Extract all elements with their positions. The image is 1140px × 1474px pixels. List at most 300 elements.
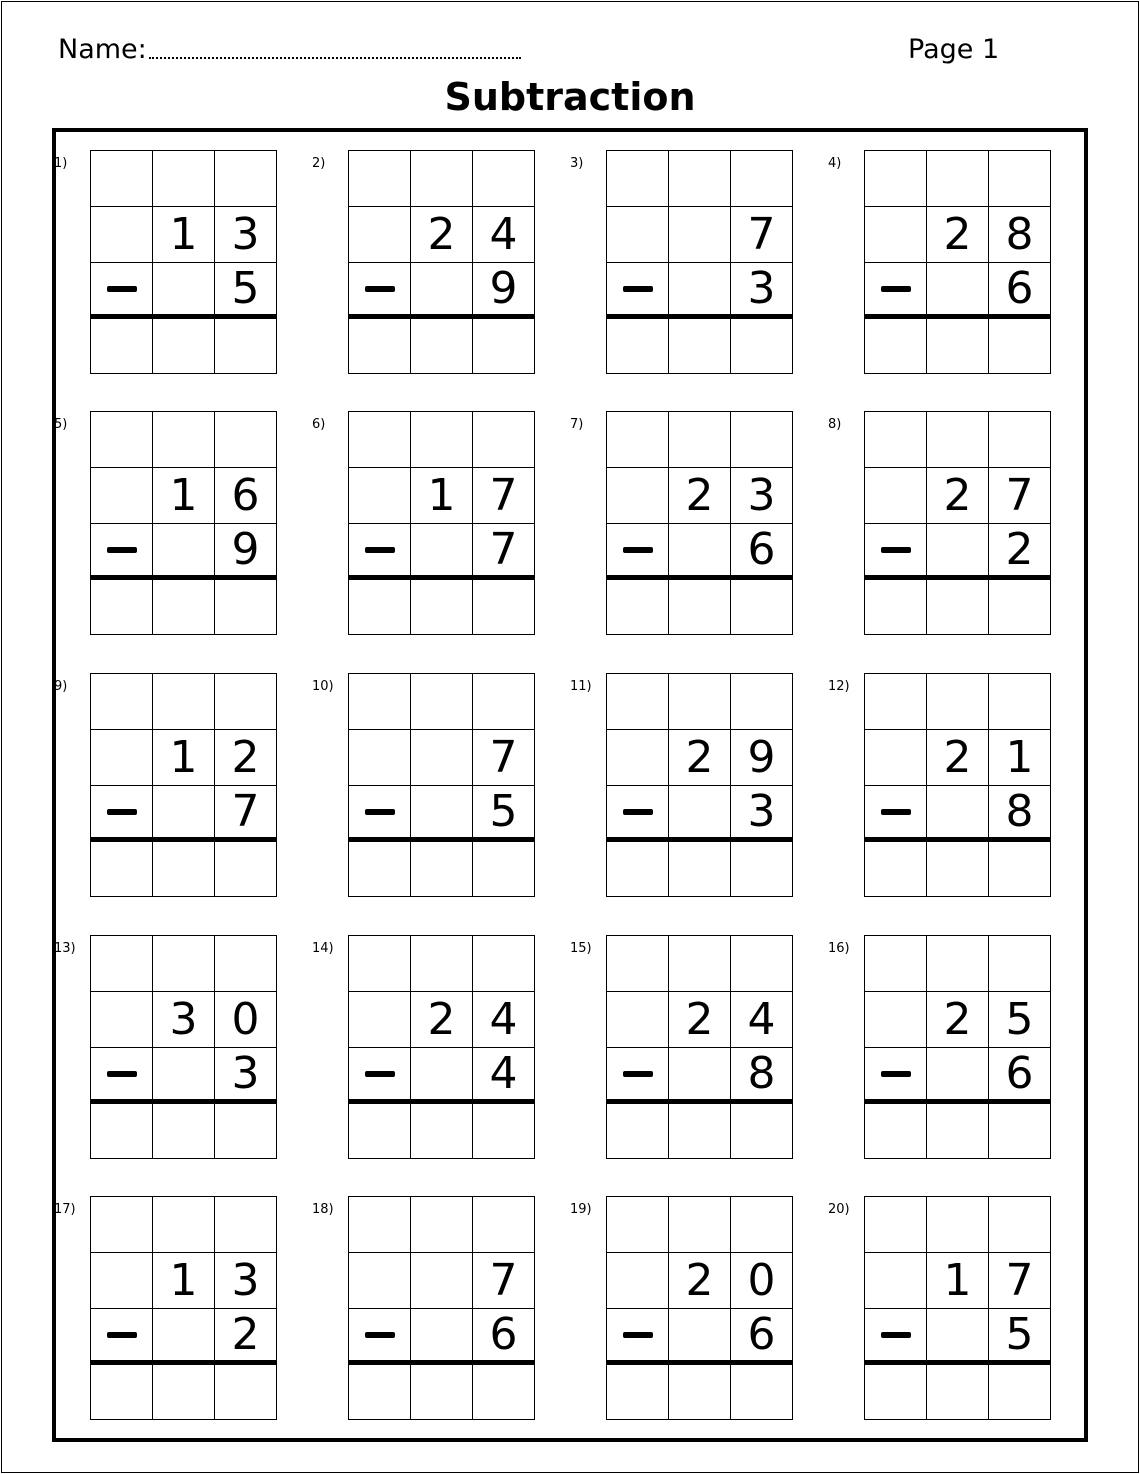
problem-number: 8) [828,417,842,432]
digit-grid [90,673,277,897]
answer-box[interactable] [411,1365,473,1420]
problem-number: 15) [570,941,592,956]
minuend-digit: 3 [215,207,277,263]
subtrahend-digit: 8 [989,786,1051,842]
minus-sign-cell [607,786,669,842]
answer-box[interactable] [607,1365,669,1420]
problem-number: 17) [54,1202,76,1217]
regroup-box[interactable] [865,412,927,468]
answer-box[interactable] [731,842,793,897]
regroup-box[interactable] [411,412,473,468]
regroup-box[interactable] [91,151,153,207]
digit-grid [606,935,793,1159]
digit-grid [348,673,535,897]
subtrahend-digit: 3 [731,786,793,842]
minus-sign-cell [607,524,669,580]
regroup-box[interactable] [989,1197,1051,1253]
minuend-digit: 2 [927,992,989,1048]
answer-box[interactable] [927,580,989,635]
problem-number: 18) [312,1202,334,1217]
regroup-box[interactable] [153,151,215,207]
answer-box[interactable] [865,1365,927,1420]
answer-box[interactable] [349,1365,411,1420]
regroup-box[interactable] [927,151,989,207]
answer-box[interactable] [607,580,669,635]
answer-box[interactable] [411,1104,473,1159]
minus-icon [881,286,911,292]
answer-box[interactable] [473,1104,535,1159]
regroup-box[interactable] [669,936,731,992]
problem-number: 4) [828,156,842,171]
regroup-box[interactable] [473,151,535,207]
subtrahend-digit [927,786,989,842]
minuend-digit [349,992,411,1048]
answer-box[interactable] [731,580,793,635]
subtrahend-digit [153,1309,215,1365]
answer-box[interactable] [91,1104,153,1159]
regroup-box[interactable] [927,412,989,468]
regroup-box[interactable] [731,936,793,992]
page-number: Page 1 [908,34,1000,65]
problem-1 [54,150,284,380]
subtrahend-digit: 4 [473,1048,535,1104]
minuend-digit: 2 [927,207,989,263]
answer-box[interactable] [153,842,215,897]
minuend-digit [91,992,153,1048]
regroup-box[interactable] [731,151,793,207]
digit-grid [90,1196,277,1420]
minuend-digit [91,1253,153,1309]
answer-box[interactable] [607,842,669,897]
minuend-digit: 1 [153,468,215,524]
name-field[interactable] [58,32,521,68]
regroup-box[interactable] [215,1197,277,1253]
minuend-digit [349,207,411,263]
subtrahend-digit [153,1048,215,1104]
subtrahend-digit [153,524,215,580]
minus-sign-cell [91,524,153,580]
answer-box[interactable] [865,580,927,635]
regroup-box[interactable] [669,1197,731,1253]
answer-box[interactable] [349,1104,411,1159]
regroup-box[interactable] [731,1197,793,1253]
minuend-digit: 7 [731,207,793,263]
regroup-box[interactable] [153,412,215,468]
digit-grid [90,935,277,1159]
minuend-digit: 2 [215,730,277,786]
minuend-digit [349,730,411,786]
answer-box[interactable] [153,580,215,635]
regroup-box[interactable] [215,412,277,468]
answer-box[interactable] [865,1104,927,1159]
answer-box[interactable] [411,319,473,374]
regroup-box[interactable] [669,674,731,730]
subtrahend-digit: 9 [215,524,277,580]
regroup-box[interactable] [607,1197,669,1253]
subtrahend-digit: 7 [215,786,277,842]
minuend-digit: 6 [215,468,277,524]
problem-17 [54,1196,284,1426]
subtrahend-digit [411,786,473,842]
minuend-digit: 7 [473,730,535,786]
problem-3 [570,150,800,380]
subtrahend-digit [411,1309,473,1365]
problem-number: 3) [570,156,584,171]
answer-box[interactable] [607,1104,669,1159]
subtrahend-digit [669,786,731,842]
minus-icon [365,809,395,815]
answer-box[interactable] [215,580,277,635]
minus-sign-cell [91,1048,153,1104]
minuend-digit: 2 [669,1253,731,1309]
problem-number: 2) [312,156,326,171]
answer-box[interactable] [989,842,1051,897]
answer-box[interactable] [473,842,535,897]
regroup-box[interactable] [607,674,669,730]
minuend-digit: 7 [989,1253,1051,1309]
minuend-digit [91,730,153,786]
problem-7 [570,411,800,641]
answer-box[interactable] [91,842,153,897]
minuend-digit [607,992,669,1048]
regroup-box[interactable] [927,674,989,730]
digit-grid [90,150,277,374]
answer-box[interactable] [349,580,411,635]
regroup-box[interactable] [989,674,1051,730]
minus-sign-cell [865,263,927,319]
regroup-box[interactable] [473,412,535,468]
problem-number: 1) [54,156,68,171]
regroup-box[interactable] [91,674,153,730]
minuend-digit: 1 [927,1253,989,1309]
answer-box[interactable] [669,319,731,374]
regroup-box[interactable] [607,412,669,468]
answer-box[interactable] [91,1365,153,1420]
regroup-box[interactable] [411,936,473,992]
problem-20 [828,1196,1058,1426]
problem-6 [312,411,542,641]
answer-box[interactable] [865,319,927,374]
answer-box[interactable] [349,842,411,897]
regroup-box[interactable] [865,936,927,992]
minuend-digit [607,1253,669,1309]
minuend-digit: 3 [215,1253,277,1309]
subtrahend-digit: 3 [731,263,793,319]
minuend-digit: 9 [731,730,793,786]
minus-sign-cell [91,1309,153,1365]
problem-12 [828,673,1058,903]
digit-grid [864,673,1051,897]
minuend-digit: 2 [411,992,473,1048]
subtrahend-digit [411,263,473,319]
minuend-digit: 8 [989,207,1051,263]
answer-box[interactable] [349,319,411,374]
subtrahend-digit [411,524,473,580]
minus-icon [881,1332,911,1338]
subtrahend-digit: 6 [989,263,1051,319]
minuend-digit: 4 [731,992,793,1048]
answer-box[interactable] [153,319,215,374]
subtrahend-digit [669,524,731,580]
minuend-digit [865,1253,927,1309]
regroup-box[interactable] [865,674,927,730]
regroup-box[interactable] [91,1197,153,1253]
answer-box[interactable] [411,842,473,897]
answer-box[interactable] [669,842,731,897]
answer-box[interactable] [731,1104,793,1159]
minuend-digit [607,207,669,263]
answer-box[interactable] [91,580,153,635]
answer-box[interactable] [215,842,277,897]
regroup-box[interactable] [215,936,277,992]
answer-box[interactable] [927,319,989,374]
problem-number: 16) [828,941,850,956]
minuend-digit [865,468,927,524]
problem-11 [570,673,800,903]
name-label: Name: [58,34,147,65]
subtrahend-digit [927,263,989,319]
answer-box[interactable] [927,1104,989,1159]
minuend-digit [91,207,153,263]
answer-box[interactable] [215,1104,277,1159]
minuend-digit [865,730,927,786]
regroup-box[interactable] [989,412,1051,468]
regroup-box[interactable] [989,151,1051,207]
regroup-box[interactable] [349,412,411,468]
problem-19 [570,1196,800,1426]
minuend-digit: 5 [989,992,1051,1048]
minus-sign-cell [91,263,153,319]
subtrahend-digit: 9 [473,263,535,319]
minus-icon [107,1071,137,1077]
minuend-digit: 4 [473,992,535,1048]
answer-box[interactable] [215,319,277,374]
problem-15 [570,935,800,1165]
answer-box[interactable] [989,1104,1051,1159]
minuend-digit [607,730,669,786]
minus-sign-cell [607,1309,669,1365]
problem-18 [312,1196,542,1426]
answer-box[interactable] [473,580,535,635]
answer-box[interactable] [411,580,473,635]
minus-icon [107,286,137,292]
regroup-box[interactable] [411,1197,473,1253]
answer-box[interactable] [153,1104,215,1159]
regroup-box[interactable] [927,1197,989,1253]
regroup-box[interactable] [411,151,473,207]
minus-sign-cell [91,786,153,842]
minuend-digit: 3 [731,468,793,524]
answer-box[interactable] [607,319,669,374]
regroup-box[interactable] [473,674,535,730]
answer-box[interactable] [989,580,1051,635]
regroup-box[interactable] [349,1197,411,1253]
subtrahend-digit [153,786,215,842]
regroup-box[interactable] [473,936,535,992]
minuend-digit: 1 [989,730,1051,786]
digit-grid [864,150,1051,374]
minus-icon [107,547,137,553]
problem-2 [312,150,542,380]
minuend-digit: 7 [989,468,1051,524]
problem-number: 20) [828,1202,850,1217]
subtrahend-digit [669,263,731,319]
regroup-box[interactable] [153,674,215,730]
minus-sign-cell [349,1048,411,1104]
minuend-digit: 0 [731,1253,793,1309]
name-dotted-line[interactable] [149,54,521,59]
minus-icon [623,1332,653,1338]
digit-grid [606,1196,793,1420]
minuend-digit [349,1253,411,1309]
minus-icon [365,1071,395,1077]
minuend-digit: 2 [411,207,473,263]
digit-grid [348,1196,535,1420]
minuend-digit [669,207,731,263]
answer-box[interactable] [731,1365,793,1420]
problem-9 [54,673,284,903]
minus-icon [881,809,911,815]
regroup-box[interactable] [927,936,989,992]
digit-grid [606,411,793,635]
subtrahend-digit: 2 [989,524,1051,580]
regroup-box[interactable] [411,674,473,730]
digit-grid [348,935,535,1159]
regroup-box[interactable] [349,936,411,992]
regroup-box[interactable] [349,674,411,730]
answer-box[interactable] [669,1104,731,1159]
digit-grid [606,150,793,374]
digit-grid [864,935,1051,1159]
minuend-digit [865,207,927,263]
minuend-digit: 2 [927,730,989,786]
regroup-box[interactable] [153,936,215,992]
problem-number: 19) [570,1202,592,1217]
regroup-box[interactable] [473,1197,535,1253]
minus-sign-cell [349,263,411,319]
answer-box[interactable] [215,1365,277,1420]
minuend-digit [411,730,473,786]
subtrahend-digit: 3 [215,1048,277,1104]
problem-number: 7) [570,417,584,432]
minuend-digit: 1 [153,207,215,263]
minus-sign-cell [607,1048,669,1104]
subtrahend-digit: 7 [473,524,535,580]
regroup-box[interactable] [731,412,793,468]
regroup-box[interactable] [731,674,793,730]
answer-box[interactable] [731,319,793,374]
subtrahend-digit [411,1048,473,1104]
problem-number: 5) [54,417,68,432]
subtrahend-digit: 6 [731,1309,793,1365]
minuend-digit: 2 [669,992,731,1048]
answer-box[interactable] [473,1365,535,1420]
digit-grid [864,411,1051,635]
minuend-digit: 7 [473,468,535,524]
subtrahend-digit [927,524,989,580]
problem-number: 14) [312,941,334,956]
minus-sign-cell [865,1309,927,1365]
minus-icon [107,1332,137,1338]
subtrahend-digit [927,1048,989,1104]
answer-box[interactable] [989,319,1051,374]
answer-box[interactable] [473,319,535,374]
regroup-box[interactable] [215,151,277,207]
regroup-box[interactable] [349,151,411,207]
minuend-digit [411,1253,473,1309]
problem-number: 10) [312,679,334,694]
answer-box[interactable] [927,842,989,897]
minuend-digit: 4 [473,207,535,263]
regroup-box[interactable] [215,674,277,730]
answer-box[interactable] [989,1365,1051,1420]
answer-box[interactable] [91,319,153,374]
minuend-digit: 1 [153,730,215,786]
regroup-box[interactable] [153,1197,215,1253]
minus-icon [365,547,395,553]
subtrahend-digit [153,263,215,319]
answer-box[interactable] [669,580,731,635]
digit-grid [348,411,535,635]
minuend-digit: 2 [927,468,989,524]
answer-box[interactable] [153,1365,215,1420]
regroup-box[interactable] [989,936,1051,992]
minuend-digit: 1 [153,1253,215,1309]
regroup-box[interactable] [669,412,731,468]
regroup-box[interactable] [865,151,927,207]
subtrahend-digit: 8 [731,1048,793,1104]
problem-number: 13) [54,941,76,956]
minus-sign-cell [349,786,411,842]
problem-number: 6) [312,417,326,432]
answer-box[interactable] [927,1365,989,1420]
subtrahend-digit: 5 [473,786,535,842]
regroup-box[interactable] [91,412,153,468]
answer-box[interactable] [669,1365,731,1420]
subtrahend-digit: 2 [215,1309,277,1365]
answer-box[interactable] [865,842,927,897]
digit-grid [606,673,793,897]
minus-icon [623,1071,653,1077]
minus-icon [365,1332,395,1338]
regroup-box[interactable] [607,936,669,992]
minuend-digit: 3 [153,992,215,1048]
minuend-digit [607,468,669,524]
minuend-digit: 2 [669,730,731,786]
page-title: Subtraction [444,75,696,119]
minus-sign-cell [349,1309,411,1365]
regroup-box[interactable] [91,936,153,992]
minus-icon [623,547,653,553]
subtrahend-digit: 5 [215,263,277,319]
subtrahend-digit: 5 [989,1309,1051,1365]
regroup-box[interactable] [607,151,669,207]
regroup-box[interactable] [865,1197,927,1253]
minus-icon [107,809,137,815]
minus-sign-cell [865,786,927,842]
problem-4 [828,150,1058,380]
digit-grid [864,1196,1051,1420]
minus-icon [365,286,395,292]
subtrahend-digit: 6 [731,524,793,580]
subtrahend-digit [669,1309,731,1365]
minuend-digit [91,468,153,524]
regroup-box[interactable] [669,151,731,207]
problem-16 [828,935,1058,1165]
subtrahend-digit [927,1309,989,1365]
minuend-digit: 7 [473,1253,535,1309]
minus-sign-cell [865,1048,927,1104]
